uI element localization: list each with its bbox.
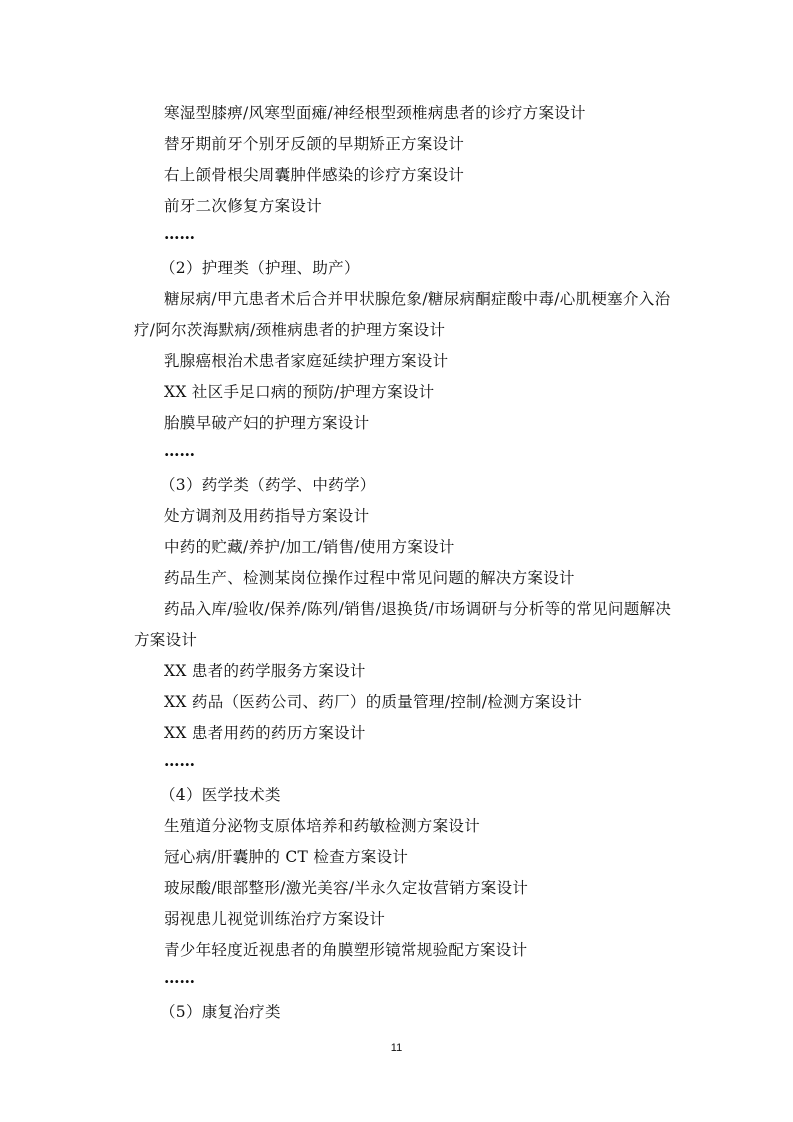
text-line: 弱视患儿视觉训练治疗方案设计: [164, 910, 386, 928]
text-line: 胎膜早破产妇的护理方案设计: [164, 414, 370, 432]
ellipsis-line: ……: [164, 441, 195, 460]
text-line: 冠心病/肝囊肿的 CT 检查方案设计: [164, 848, 409, 866]
text-line: 替牙期前牙个别牙反颌的早期矫正方案设计: [164, 135, 465, 153]
page-number: 11: [390, 1042, 403, 1054]
text-line: XX 患者用药的药历方案设计: [164, 724, 366, 742]
text-line: 玻尿酸/眼部整形/激光美容/半永久定妆营销方案设计: [164, 879, 529, 897]
text-line: 乳腺癌根治术患者家庭延续护理方案设计: [164, 352, 449, 370]
text-line: 右上颌骨根尖周囊肿伴感染的诊疗方案设计: [164, 166, 465, 184]
text-line: 前牙二次修复方案设计: [164, 197, 323, 215]
text-line: 药品入库/验收/保养/陈列/销售/退换货/市场调研与分析等的常见问题解决: [164, 600, 672, 618]
ellipsis-line: ……: [164, 224, 195, 243]
section-heading: （4）医学技术类: [160, 786, 281, 804]
text-line: 青少年轻度近视患者的角膜塑形镜常规验配方案设计: [164, 941, 528, 959]
text-line: 生殖道分泌物支原体培养和药敏检测方案设计: [164, 817, 481, 835]
text-line: XX 社区手足口病的预防/护理方案设计: [164, 383, 435, 401]
section-heading: （2）护理类（护理、助产）: [160, 259, 360, 277]
ellipsis-line: ……: [164, 968, 195, 987]
section-heading: （5）康复治疗类: [160, 1003, 281, 1021]
text-line-continued: 疗/阿尔茨海默病/颈椎病患者的护理方案设计: [134, 321, 446, 339]
text-line: 寒湿型膝痹/风寒型面瘫/神经根型颈椎病患者的诊疗方案设计: [164, 104, 586, 122]
text-line: 中药的贮藏/养护/加工/销售/使用方案设计: [164, 538, 455, 556]
text-line: 糖尿病/甲亢患者术后合并甲状腺危象/糖尿病酮症酸中毒/心肌梗塞介入治: [164, 290, 671, 308]
ellipsis-line: ……: [164, 751, 195, 770]
text-line-continued: 方案设计: [134, 631, 198, 649]
text-line: 处方调剂及用药指导方案设计: [164, 507, 370, 525]
text-line: 药品生产、检测某岗位操作过程中常见问题的解决方案设计: [164, 569, 575, 587]
section-heading: （3）药学类（药学、中药学）: [160, 476, 376, 494]
text-line: XX 患者的药学服务方案设计: [164, 662, 366, 680]
text-line: XX 药品（医药公司、药厂）的质量管理/控制/检测方案设计: [164, 693, 583, 711]
